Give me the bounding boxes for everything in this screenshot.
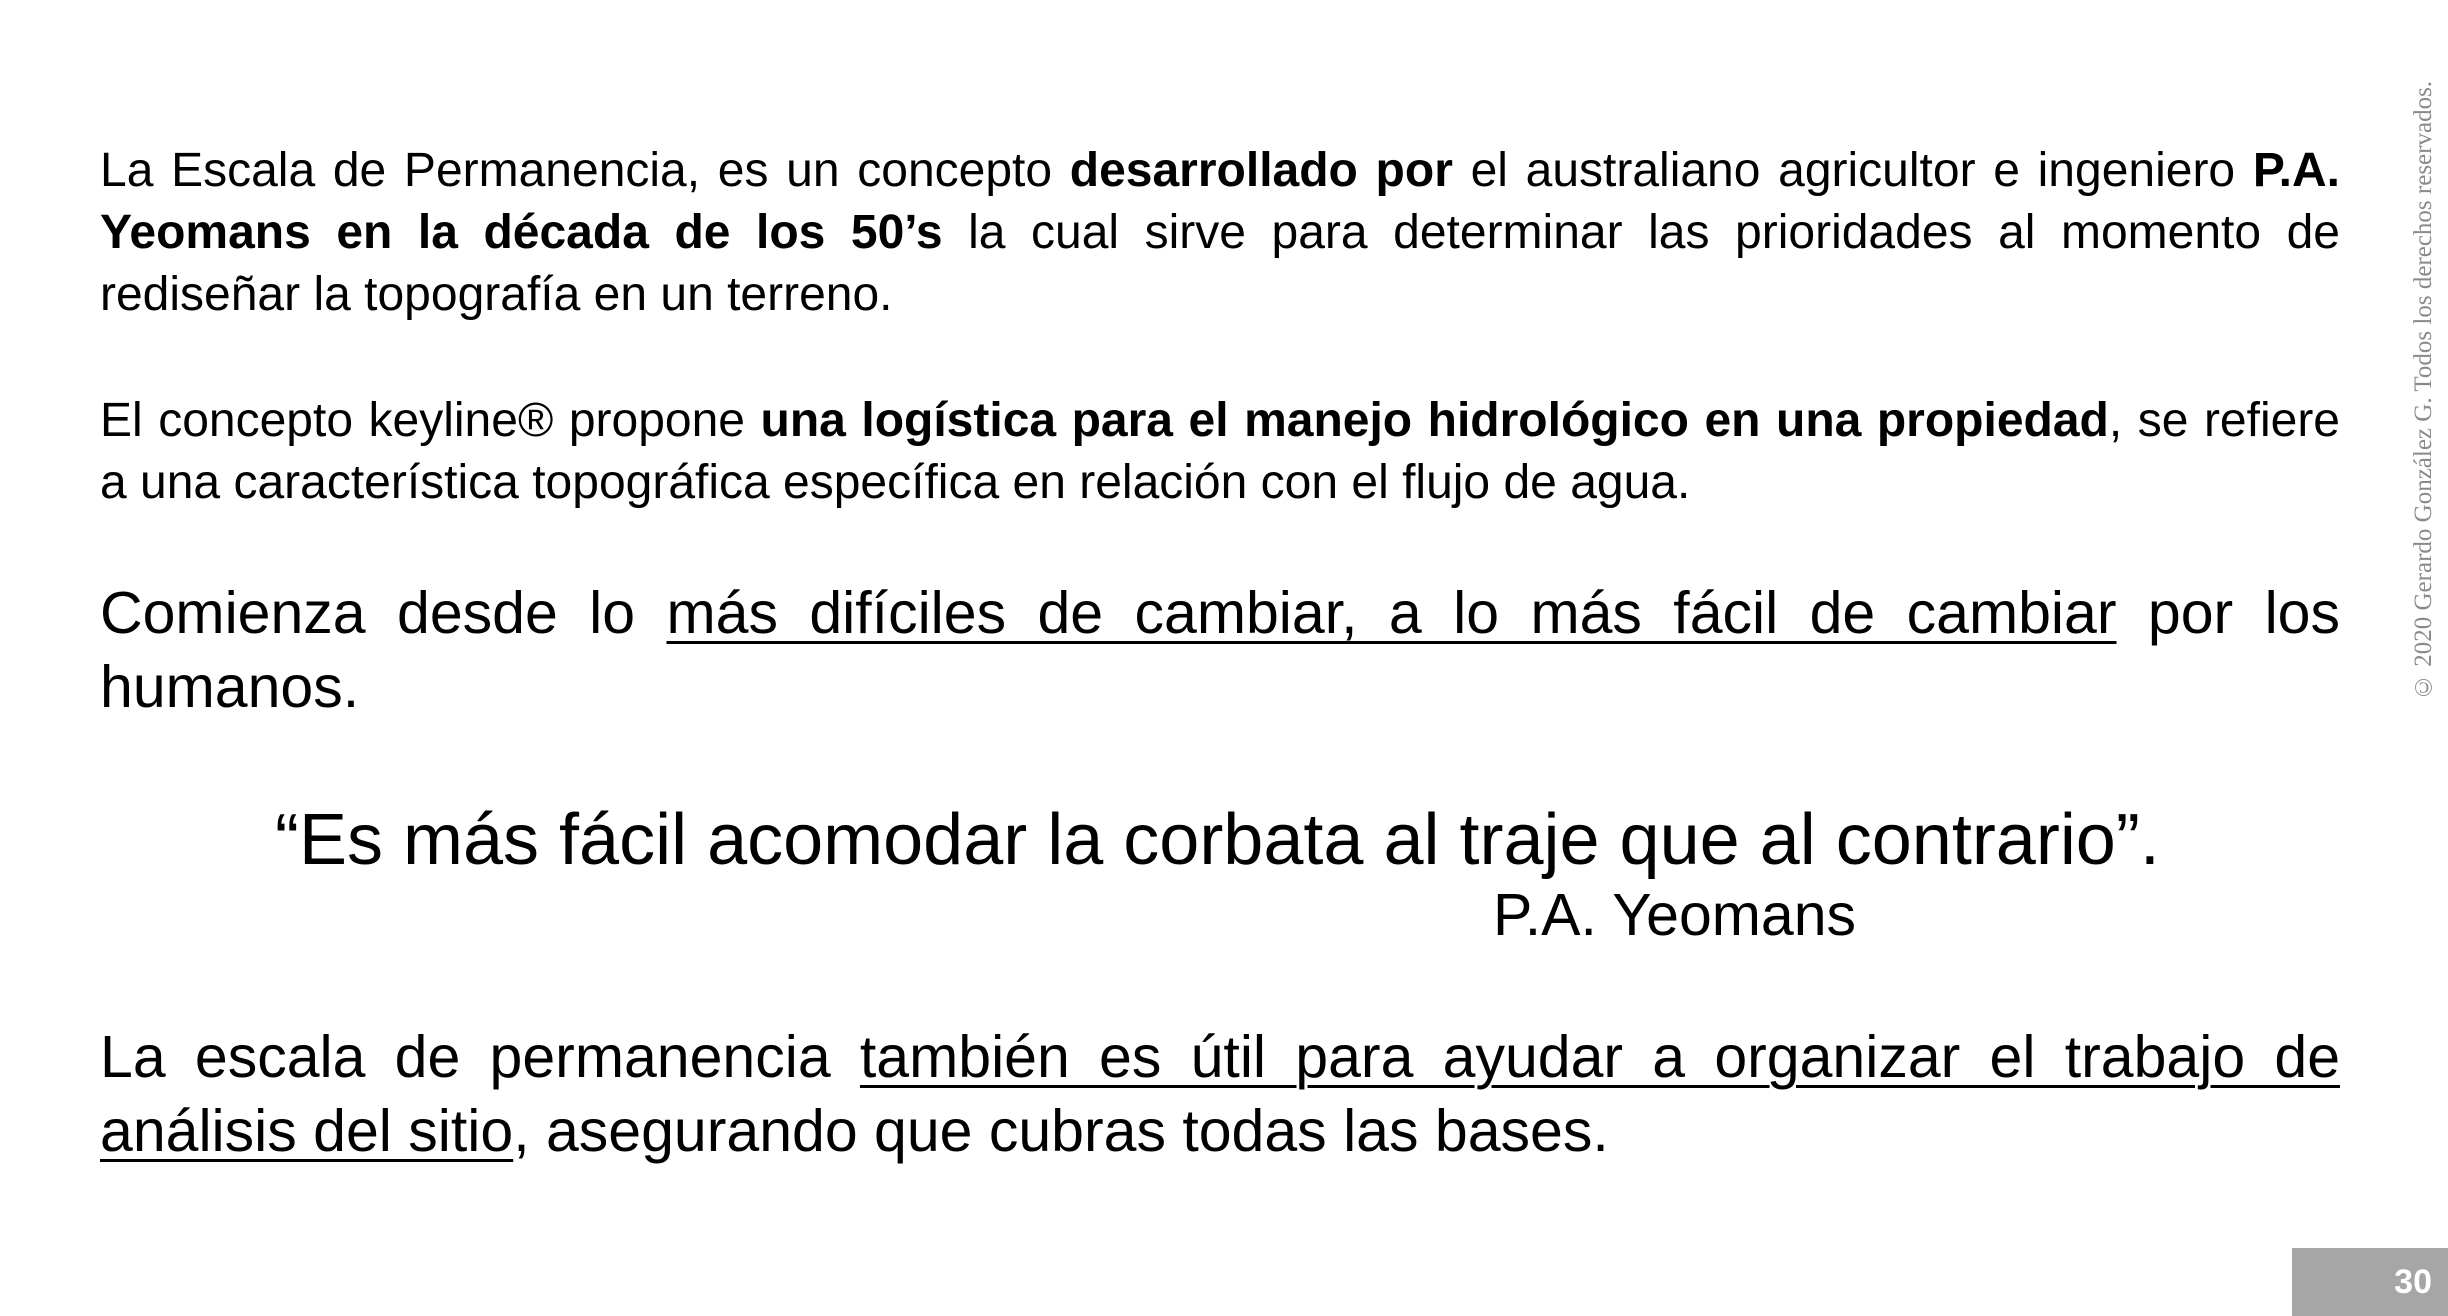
text-segment: La Escala de Permanencia, es un concepto bbox=[100, 144, 1070, 197]
text-segment: , se refiere a una característica topográfica específica en relación con el flujo de agua. bbox=[100, 394, 2341, 509]
paragraph-origin bbox=[100, 140, 2340, 326]
underlined-segment: también es útil para ayudar a organizar el trabajo de análisis del sitio bbox=[100, 1024, 2341, 1164]
text-segment: Comienza desde lo bbox=[100, 580, 667, 646]
bold-segment: P.A. Yeomans en la década de los 50’s bbox=[100, 144, 2340, 259]
underlined-segment: más difíciles de cambiar, a lo más fácil de cambiar bbox=[666, 580, 2117, 646]
text-segment: por los humanos. bbox=[100, 580, 2340, 720]
paragraph-usefulness bbox=[100, 1020, 2340, 1168]
copyright-notice bbox=[2400, 0, 2448, 700]
text-segment: El concepto keyline® propone bbox=[100, 394, 761, 447]
bold-segment: una logística para el manejo hidrológico en una propiedad bbox=[760, 394, 2109, 447]
quote-text: “Es más fácil acomodar la corbata al traje que al contrario”. bbox=[275, 800, 2160, 880]
text-segment: La escala de permanencia bbox=[100, 1024, 860, 1090]
page-number: 30 bbox=[2292, 1248, 2448, 1316]
quote-author: P.A. Yeomans bbox=[1493, 882, 1857, 948]
copyright-text: © 2020 Gerardo González G. Todos los derechos reservados. bbox=[2410, 80, 2437, 700]
paragraph-order bbox=[100, 576, 2340, 724]
text-segment: el australiano agricultor e ingeniero bbox=[1452, 144, 2253, 197]
text-segment: , asegurando que cubras todas las bases. bbox=[513, 1098, 1609, 1164]
paragraph-keyline bbox=[100, 390, 2340, 514]
bold-segment: desarrollado por bbox=[1069, 144, 1453, 197]
text-segment: la cual sirve para determinar las prioridades al momento de rediseñar la topografía en un terreno. bbox=[100, 206, 2341, 321]
